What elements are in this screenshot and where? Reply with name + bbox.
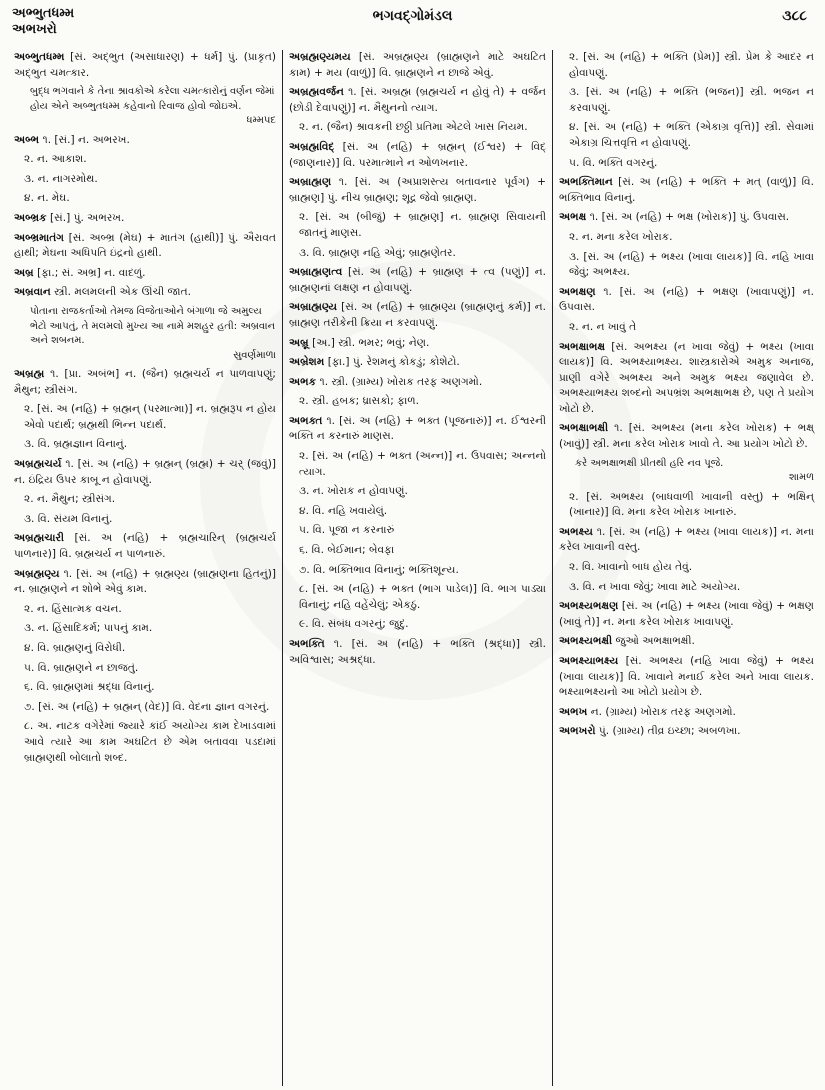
quote-source: શામળ	[788, 472, 814, 484]
headword: અભક	[289, 375, 317, 388]
headword: અબ્રહ્મણ્ય	[14, 567, 60, 580]
headword: અબ્રાહ્મણ્ય	[289, 301, 338, 314]
definition: [સં.] પું. અભરખ.	[49, 212, 125, 225]
dictionary-entry	[559, 525, 814, 556]
definition: જુઓ અભક્ષાભક્ષી.	[615, 635, 695, 648]
dictionary-entry	[289, 265, 546, 296]
headword: અબ્રહ્મચારી	[14, 532, 65, 545]
headword: અભક્ત	[289, 414, 323, 427]
dictionary-entry	[14, 457, 276, 488]
sub-sense: ૨. ન. મના કરેલ ખોરાક.	[569, 230, 673, 243]
dictionary-entry	[289, 637, 546, 668]
sub-sense: ૨. [સં. અ (નહિ) + ભક્તિ (પ્રેમ)] સ્ત્રી. પ્રેમ કે આદર ન હોવાપણું.	[569, 51, 814, 79]
headword: અબ્રહ્મણ્યમય	[289, 51, 351, 63]
guide-word-first: અભ્ભુતધમ્મ	[12, 6, 75, 21]
sub-sense: ૬. વિ. બેઈમાન; બેવફા	[299, 544, 395, 557]
sub-sense: ૫. વિ. ભક્તિ વગરનું.	[569, 156, 658, 169]
sub-sense: ૬. વિ. બ્રાહ્મણમાં શ્રદ્ધા વિનાનું.	[24, 681, 155, 694]
dictionary-entry	[289, 375, 546, 391]
sub-sense: ૨. [સં. અ (નહિ) + બ્રહ્મન્ (પરમાત્મા)] ન. બ્રહ્મરૂપ ન હોય એવો પદાર્થ; બ્રહ્મથી ભિન્ન પદાર્થ.	[24, 403, 276, 431]
dictionary-entry	[559, 599, 814, 630]
sub-sense: ૩. ન. હિંસાદિકર્મ; પાપનું કામ.	[24, 622, 153, 635]
sub-sense: ૩. વિ. બ્રહ્મજ્ઞાન વિનાનું.	[24, 438, 128, 451]
sub-sense: ૮. [સં. અ (નહિ) + ભક્ત (ભાગ પાડેલ)] વિ. ભાગ પાડ્યા વિનાનું; નહિ વહેંચેલું; એકઠું.	[299, 583, 546, 611]
sub-sense: ૯. વિ. સંબંધ વગરનું; જુદું.	[299, 618, 409, 631]
sub-sense: ૩. [સં. અ (નહિ) + ભક્તિ (ભજન)] સ્ત્રી. ભજન ન કરવાપણું.	[569, 86, 814, 114]
dictionary-columns	[8, 50, 820, 1086]
headword: અભક્ષ્યભક્ષી	[559, 635, 613, 648]
headword: અભક્ષણ	[559, 285, 596, 298]
definition: સ્ત્રી. મલમલની એક ઊંચી જાત.	[54, 286, 191, 299]
dictionary-entry	[14, 50, 276, 81]
sub-sense: ૨. [સં. અભક્ષ્ય (બાધવાળી ખાવાની વસ્તુ) + ભક્ષિન્ (ખાનાર)] વિ. મના કરેલ ખોરાક ખાનારું.	[569, 490, 814, 519]
dictionary-title: ભગવદ્ગોમંડલ	[372, 8, 453, 24]
page-header	[0, 0, 825, 46]
dictionary-entry	[14, 133, 276, 149]
dictionary-entry	[559, 210, 814, 226]
dictionary-entry	[289, 414, 546, 445]
definition: ૧. [સં. અ (અપ્રાશસ્ત્ય બતાવનાર પૂર્વગ) + બ્રાહ્મણ] પું. નીચ બ્રાહ્મણ; શૂદ્ર જેવો બ્રાહ્મણ.	[289, 176, 546, 204]
definition: [સં. અ (નહિ) + બ્રાહ્મણ્ય (બ્રાહ્મણનું કર્મ)] ન. બ્રાહ્મણ તરીકેની ક્રિયા ન કરવાપણું.	[289, 301, 547, 329]
sub-sense: ૮. અ. નાટક વગેરેમાં જ્યારે કાંઈ અયોગ્ય કામ દેખાડવામાં આવે ત્યારે આ કામ અઘટિત છે એમ બતાવવા પડદામાં બ્રાહ્મણથી બોલાતો શબ્દ.	[24, 720, 276, 764]
quote-text: પોતાના રાજકર્તાઓ તેમજ વિજેતાઓને બંગાળા જે અમુલ્ય ભેટો આપતું, તે મલમલો મુખ્ય આ નામે મશહુર હતી: અબ્રવાન અને શબનમ.	[30, 306, 276, 347]
dictionary-entry	[559, 340, 814, 418]
definition: [સં. અબ્ભ્ર (મેઘ) + માતંગ (હાથી)] પું. ઐરાવત હાથી; મેઘના અધિપતિ ઇંદ્રનો હાથી.	[14, 231, 276, 260]
quote-text: કરે અભક્ષાભક્ષી પ્રીતથી હરિ નવ પૂજે.	[575, 457, 724, 469]
sub-sense: ૨. [સં. અ (નહિ) + ભક્ત (અન્ન)] ન. ઉપવાસ; અન્નનો ત્યાગ.	[299, 450, 546, 478]
definition: [સં. અબ્રહ્મણ્ય (બ્રાહ્મણને માટે અઘટિત કામ) + મય (વાળું)] વિ. બ્રાહ્મણને ન છાજે એવું.	[289, 51, 546, 79]
dictionary-entry	[14, 231, 276, 262]
headword: અબ્રવાન	[14, 286, 51, 299]
headword: અબ્રહ્મવર્જન	[289, 86, 344, 99]
definition: [સં. અભક્ષ્ય (નહિ ખાવા જેવું) + ભક્ષ્ય (ખાવા લાયક)] વિ. ખાવાને મનાઈ કરેલ અને ખાવા લાયક. ભક્ષ્યાભક્ષ્યનો આ ખોટો પ્રયોગ છે.	[559, 655, 814, 699]
sub-sense: ૩. વિ. સંયમ વિનાનું.	[24, 512, 113, 525]
sub-sense: ૨. સ્ત્રી. હબક; ધ્રાસકો; ફાળ.	[299, 395, 419, 408]
sub-sense: ૩. [સં. અ (નહિ) + ભક્ષ્ય (ખાવા લાયક)] વિ. નહિ ખાવા જેવું; અભક્ષ્ય.	[569, 250, 814, 279]
headword: અભક્તિમાન	[559, 176, 613, 189]
definition: [સં. અ (નહિ) + બ્રહ્મન્ (ઈશ્વર) + વિદ્ (જાણનાર)] વિ. પરમાત્માને ન ઓળખનાર.	[289, 140, 546, 169]
headword: અબ્રહ્મવિદ્	[289, 140, 335, 153]
sub-sense: ૪. વિ. નહિ ખવાયેલું.	[299, 504, 388, 517]
definition: પું. (ગ્રામ્ય) તીવ્ર ઇચ્છા; અબળખા.	[598, 725, 741, 738]
definition: ૧. [સં. અ (નહિ) + ભક્ત (પૂજનારું)] ન. ઈશ્વરની ભક્તિ ન કરનારું માણસ.	[289, 414, 546, 443]
sub-sense: ૫. વિ. પૂજા ન કરનારું	[299, 524, 395, 537]
headword: અભક્ષ્યભક્ષણ	[559, 600, 619, 613]
definition: [સં. અ (નહિ) + ભક્તિ + મત્ (વાળું)] વિ. ભક્તિભાવ વિનાનું.	[559, 176, 814, 204]
headword: અબ્ભ્રમાતંગ	[14, 231, 64, 244]
headword: અબ્રાહ્મણત્વ	[289, 266, 343, 279]
headword: અભક્ષ્યાભક્ષ્ય	[559, 655, 619, 667]
sub-sense: ૩. ન. ખોરાક ન હોવાપણું.	[299, 485, 408, 498]
headword: અભક્ષ	[559, 211, 587, 224]
sub-sense: ૨. ન. હિંસાત્મક વચન.	[24, 602, 122, 615]
column-1	[8, 50, 283, 1086]
sub-sense: ૨. ન. આકાશ.	[24, 153, 87, 166]
definition: [સં. અભક્ષ્ય (ન ખાવા જેવું) + ભક્ષ્ય (ખાવા લાયક)] વિ. અભક્ષ્યાભક્ષ્ય. શાસ્ત્રકારોએ અમુક અનાજ, પ્રાણી વગેરે અભક્ષ્ય અને અમુક ભક્ષ્ય જણાવેલ છે. અભક્ષ્યાભક્ષ્ય શબ્દનો અપભ્રંશ અભક્ષાભક્ષ છે, પણ તે પ્રયોગ ખોટો છે.	[559, 340, 814, 415]
definition: [સં. અ (નહિ) + ભક્ષ્ય (ખાવા જેવું) + ભક્ષણ (ખાવું તે)] ન. મના કરેલ ખોરાક ખાવાપણું.	[559, 600, 814, 628]
definition: ૧. [સં. અભક્ષ્ય (મના કરેલ ખોરાક) + ભક્ષ્ (ખાવું)] સ્ત્રી. મના કરેલ ખોરાક ખાવો તે. આ પ્રયોગ ખોટો છે.	[559, 422, 814, 451]
headword: અભખ	[559, 705, 588, 718]
definition: ૧. [સં. અબ્રહ્મ (બ્રહ્મચર્ય ન હોવું તે) + વર્જન (છોડી દેવાપણું)] ન. મૈથુનનો ત્યાગ.	[289, 86, 546, 114]
sub-sense: ૭. [સં. અ (નહિ) + બ્રહ્મન્ (વેદ)] વિ. વેદના જ્ઞાન વગરનું.	[24, 700, 270, 713]
guide-word-last: અભખરો	[12, 22, 57, 37]
dictionary-entry	[14, 367, 276, 398]
definition: [સં. અ (નહિ) + બ્રહ્મચારિન્ (બ્રહ્મચર્ય પાળનાર)] વિ. બ્રહ્મચર્ય ન પાળનારું.	[14, 532, 276, 560]
sub-sense: ૭. વિ. ભક્તિભાવ વિનાનું; ભક્તિશૂન્ય.	[299, 563, 459, 576]
sub-sense: ૪. [સં. અ (નહિ) + ભક્તિ (એકાગ્ર વૃત્તિ)] સ્ત્રી. સેવામાં એકાગ્ર ચિત્તવૃત્તિ ન હોવાપણું.	[569, 121, 814, 149]
sub-sense: ૨. વિ. ખાવાનો બાધ હોય તેવું.	[569, 561, 693, 574]
headword: અભખરો	[559, 725, 596, 738]
sub-sense: ૪. ન. મેઘ.	[24, 192, 70, 205]
dictionary-entry	[289, 300, 546, 331]
sub-sense: ૩. વિ. ન ખાવા જેવું; ખાવા માટે અયોગ્ય.	[569, 580, 741, 593]
headword: અબ્રહ્મચર્ય	[14, 458, 62, 470]
dictionary-entry	[559, 285, 814, 316]
dictionary-entry	[14, 266, 276, 282]
headword: અબ્રહ્મ	[14, 368, 45, 381]
definition: ૧. [પ્રા. અબંભ] ન. (જૈન) બ્રહ્મચર્ય ન પાળવાપણું; મૈથુન; સ્ત્રીસંગ.	[14, 368, 277, 396]
citation-quote	[559, 457, 814, 486]
definition: ૧. [સં.] ન. અભરખ.	[42, 133, 130, 146]
dictionary-entry	[14, 567, 276, 598]
sub-sense: ૫. વિ. બ્રાહ્મણને ન છાજતું.	[24, 661, 139, 674]
citation-quote	[14, 85, 276, 129]
headword: અભક્ષાભક્ષ	[559, 340, 606, 353]
sub-sense: ૨. ન. (જૈન) શ્રાવકની છઠ્ઠી પ્રતિમા એટલે ખાસ નિયમ.	[299, 121, 528, 134]
dictionary-entry	[559, 175, 814, 206]
dictionary-entry	[289, 85, 546, 116]
definition: ૧. [સં. અ (નહિ) + ભક્ષ (ખોરાક)] પું. ઉપવાસ.	[589, 211, 790, 224]
dictionary-entry	[14, 211, 276, 227]
headword: અભક્ષાભક્ષી	[559, 422, 609, 435]
definition: [અ.] સ્ત્રી. ભમર; ભવું; નેણ.	[312, 336, 430, 349]
definition: ન. (ગ્રામ્ય) ખોરાક તરફ અણગમો.	[590, 705, 736, 718]
sub-sense: ૩. વિ. બ્રાહ્મણ નહિ એવું; બ્રાહ્મણેતર.	[299, 246, 456, 259]
citation-quote	[14, 305, 276, 363]
headword: અબ્રૂ	[289, 336, 309, 349]
definition: [સં. અદ્ભુત (અસાધારણ) + ધર્મ] પું. (પ્રાકૃત) અદ્ભુત ચમત્કાર.	[14, 51, 276, 79]
definition: [ફા.] પું. રેશમનું કોકડું; કોશેટો.	[327, 356, 460, 369]
dictionary-entry	[559, 724, 814, 740]
dictionary-entry	[559, 654, 814, 701]
dictionary-entry	[14, 285, 276, 301]
sub-sense: ૩. ન. નાગરમોથ.	[24, 172, 98, 185]
sub-sense: ૨. ન. મૈથુન; સ્ત્રીસંગ.	[24, 493, 116, 506]
dictionary-entry	[559, 705, 814, 721]
dictionary-entry	[559, 634, 814, 650]
headword: અબ્રેશમ	[289, 356, 325, 369]
dictionary-entry	[559, 421, 814, 452]
headword: અબ્ર	[14, 266, 34, 279]
sub-sense: ૨. ન. ન ખાવું તે	[569, 320, 637, 333]
dictionary-entry	[289, 175, 546, 206]
headword: અબ્રાહ્મણ	[289, 176, 332, 189]
dictionary-entry	[289, 355, 546, 371]
dictionary-entry	[289, 140, 546, 171]
headword: અભક્ષ્ય	[559, 525, 593, 538]
definition: ૧. [સં. અ (નહિ) + ભક્તિ (શ્રદ્ધા)] સ્ત્રી. અવિશ્વાસ; અશ્રદ્ધા.	[289, 638, 547, 666]
headword: અબ્ભુતધમ્મ	[14, 51, 65, 63]
dictionary-entry	[289, 336, 546, 352]
headword: અબ્ભ્રક	[14, 212, 47, 225]
definition: ૧. [સં. અ (નહિ) + ભક્ષ્ય (ખાવા લાયક)] ન. મના કરેલ ખાવાની વસ્તુ.	[559, 525, 815, 554]
column-2	[283, 50, 553, 1086]
definition: [સં. અ (નહિ) + બ્રાહ્મણ + ત્વ (પણું)] ન. બ્રાહ્મણનાં લક્ષણ ન હોવાપણું.	[289, 266, 546, 294]
page-number: ૩૮૮	[782, 8, 807, 24]
dictionary-entry	[289, 50, 546, 81]
definition: ૧. [સં. અ (નહિ) + ભક્ષણ (ખાવાપણું)] ન. ઉપવાસ.	[559, 285, 814, 314]
sub-sense: ૪. વિ. બ્રાહ્મણનું વિરોધી.	[24, 641, 126, 654]
definition: ૧. [સં. અ (નહિ) + બ્રહ્મણ્ય (બ્રાહ્મણના હિતનું)] ન. બ્રાહ્મણને ન શોભે એવું કામ.	[14, 567, 276, 596]
quote-text: બુદ્ધ ભગવાને કે તેના શ્રાવકોએ કરેલા ચમત્કારોનું વર્ણન જેમાં હોય એને અબ્ભુતધમ્મ કહેવાનો રિવાજ હોવો જોઇએ.	[30, 86, 275, 112]
definition: [ફા.; સં. અભ્ર] ન. વાદળું.	[37, 266, 146, 279]
headword: અભક્તિ	[289, 638, 325, 650]
definition: ૧. [સં. અ (નહિ) + બ્રહ્મન્ (બ્રહ્મ) + ચર્ (જવું)] ન. ઇંદ્રિય ઉપર કાબૂ ન હોવાપણું.	[14, 458, 276, 486]
sub-sense: ૨. [સં. અ (બીજું) + બ્રાહ્મણ] ન. બ્રાહ્મણ સિવાયની જાતનું માણસ.	[299, 211, 546, 239]
column-3	[553, 50, 820, 1086]
definition: ૧. સ્ત્રી. (ગ્રામ્ય) ખોરાક તરફ અણગમો.	[319, 375, 483, 388]
dictionary-entry	[14, 531, 276, 562]
headword: અબ્ભ	[14, 133, 40, 146]
quote-source: સુવર્ણમાળા	[233, 349, 276, 361]
quote-source: ધમ્મપદ	[246, 115, 276, 127]
